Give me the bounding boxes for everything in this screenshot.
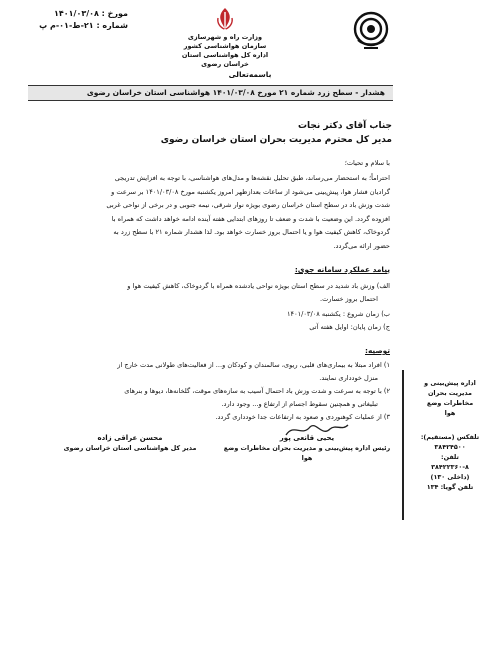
side-phone-value: ۳۸۴۲۲۳۶۰-۸ <box>431 463 469 471</box>
signatory-name: محسن عراقی زاده <box>97 434 163 442</box>
signature-block-left <box>55 433 205 453</box>
warning-banner <box>28 85 393 101</box>
iran-emblem-logo <box>214 6 236 32</box>
phenomenon-item-alef-cont: احتمال بروز خسارت. <box>320 295 378 303</box>
recipient-name: جناب آقای دکتر نجات <box>297 121 392 131</box>
body-line: حضور ارائه می‌گردد. <box>333 241 390 250</box>
warning-banner-text: هشدار - سطح زرد شماره ۲۱ مورخ ۱۴۰۱/۰۳/۰۸ هواشناسی استان خراسان رضوی <box>86 88 385 97</box>
recommendation-item: ۳) از عملیات کوهنوردی و صعود به ارتفاعات جدا خودداری گردد. <box>215 413 390 421</box>
side-fax: تلفن گویا: ۱۳۴ <box>426 483 474 491</box>
letter-date: مورخ : ۱۴۰۱/۰۳/۰۸ <box>53 9 128 18</box>
signature-block-right <box>222 433 392 463</box>
handwritten-signature-icon <box>282 419 352 441</box>
recommendation-item: منزل خودداری نمایند. <box>319 374 378 382</box>
side-ext: (داخلی ۱۳۰) <box>430 473 470 481</box>
phenomenon-item-alef: الف) وزش باد شدید در سطح استان بویژه نواحی یادشده همراه با گردوخاک، کاهش کیفیت هوا و <box>127 282 390 290</box>
signatory-title: مدیر کل هواشناسی استان خراسان رضوی <box>63 444 197 452</box>
side-dept-line: اداره پیش‌بینی و <box>424 379 476 387</box>
side-dept-line: مخاطرات وضع <box>426 399 474 407</box>
org-name-block <box>170 33 280 69</box>
body-line: افزوده گردد. این وضعیت با شدت و ضعف تا روزهای ابتدایی هفته آینده ادامه خواهد داشت که همراه با <box>111 214 390 223</box>
body-line: شدت وزش باد در سطح استان خراسان رضوی بویژه نوار شرقی، نیمه جنوبی و در برخی از نواحی غربی <box>106 201 390 209</box>
org-line-organization: سازمان هواشناسی کشور <box>183 42 267 50</box>
signatory-title: رئیس اداره پیش‌بینی و مدیریت بحران مخاطرات وضع هوا <box>223 444 391 462</box>
body-line: احتراماً؛ به استحضار می‌رساند، طبق تحلیل نقشه‌ها و مدل‌های هواشناسی، با توجه به افزایش تدریجی <box>114 174 390 182</box>
side-dept-line: مدیریت بحران <box>427 389 473 397</box>
phenomenon-title: پیامد عملکرد سامانه جوی: <box>294 265 390 274</box>
side-contact-label: تلفکس (مستقیم): <box>420 433 480 441</box>
side-column-divider <box>402 370 404 520</box>
phenomenon-item-end: ج) زمان پایان: اوایل هفته آتی <box>309 323 390 331</box>
salutation-heading: باسمه‌تعالی <box>228 70 272 79</box>
body-line: گردوخاک، کاهش کیفیت هوا و یا احتمال بروز خسارت خواهد بود. لذا هشدار شماره ۲۱ با سطح زرد به <box>113 228 390 236</box>
org-line-ministry: وزارت راه و شهرسازی <box>187 33 263 41</box>
body-paragraph <box>30 172 390 253</box>
recipient-title: مدیر کل محترم مدیریت بحران استان خراسان رضوی <box>160 135 392 145</box>
meteorology-logo <box>352 10 390 52</box>
org-line-department: اداره کل هواشناسی استان خراسان رضوی <box>181 51 269 68</box>
signatory-name: یحیی قانعی پور <box>279 434 335 442</box>
recommendation-item: ۲) با توجه به سرعت و شدت وزش باد احتمال آسیب به سازه‌های موقت، گلخانه‌ها، دیوها و بنرهای <box>124 387 390 395</box>
body-line: گرادیان فشار هوا، پیش‌بینی می‌شود از ساعات بعدازظهر امروز یکشنبه مورخ ۱۴۰۱/۰۳/۰۸ بر سرعت و <box>111 187 390 196</box>
letter-number: شماره : ۲۱-ط-۰۱-م پ <box>39 21 128 30</box>
side-contact-value: ۳۸۴۲۴۵۰۰ <box>434 443 466 451</box>
phenomenon-item-start: ب) زمان شروع : یکشنبه ۱۴۰۱/۰۳/۰۸ <box>287 310 390 318</box>
recommendation-item: تبلیغاتی و همچنین سقوط اجسام از ارتفاع و... وجود دارد. <box>221 400 378 408</box>
side-dept-line: هوا <box>444 409 456 417</box>
side-column <box>410 378 490 492</box>
recommendations-list <box>30 359 390 424</box>
side-phone-label: تلفن: <box>441 453 459 461</box>
recommendations-title: توصیه: <box>364 346 390 355</box>
phenomenon-list <box>40 280 390 334</box>
recommendation-item: ۱) افراد مبتلا به بیماری‌های قلبی، ریوی، سالمندان و کودکان و... از فعالیت‌های طولانی مدت خارج از <box>117 361 390 369</box>
greeting-text: با سلام و تحیات؛ <box>344 159 390 167</box>
